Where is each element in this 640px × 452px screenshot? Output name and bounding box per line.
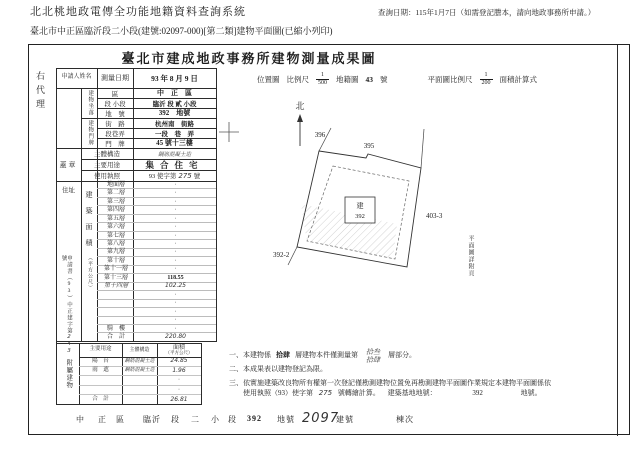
annex-area-title: 面積 — [172, 344, 185, 351]
survey-date-value: 93 年 8 月 9 日 — [151, 73, 198, 83]
annex-total-row — [79, 395, 201, 404]
note1-text: 層部分。 — [388, 351, 416, 359]
floor-value: · — [174, 317, 177, 324]
license-number: 275 — [178, 171, 192, 180]
form-title: 臺北市建成地政事務所建物測量成果圖 — [121, 50, 377, 66]
grid-line — [56, 341, 217, 342]
footer-section: 臨沂 — [143, 415, 161, 424]
binding-margin-line — [617, 45, 618, 436]
floor-value: · — [174, 266, 177, 273]
annex-row-canopy — [79, 367, 201, 377]
license-suffix: 號 — [193, 173, 201, 180]
floor-label: 第二層 — [106, 190, 125, 197]
survey-form — [28, 44, 630, 435]
scale-header — [257, 72, 537, 86]
lot-395-label: 395 — [363, 142, 375, 150]
floor-label: 第四層 — [106, 207, 125, 214]
note3-license-no: 275 — [318, 388, 333, 397]
grid-line — [81, 88, 82, 341]
annex-group-label: 附屬建物 — [65, 358, 73, 389]
area-calc-label: 面積計算式 — [499, 74, 537, 84]
location-scale-fraction — [316, 72, 329, 86]
note1-floors: 拾肆 — [276, 351, 290, 359]
cadastral-map-no: 43 — [365, 74, 373, 84]
floor-row — [97, 223, 216, 231]
floor-row — [97, 206, 216, 214]
annex-structure: 鋼筋混凝土造 — [124, 357, 155, 364]
footer-subsection-1: 二 — [191, 415, 200, 424]
lot-403-3-label: 403-3 — [426, 212, 443, 220]
annex-use: 雨 遮 — [92, 367, 109, 374]
floor-row — [97, 240, 216, 248]
floor-label: 第八層 — [106, 241, 125, 248]
floor-value: · — [174, 198, 177, 205]
lot-396-label: 396 — [314, 131, 326, 139]
annex-structure: 鋼筋混凝土造 — [124, 367, 155, 374]
floor-row — [97, 308, 216, 316]
floor-row — [97, 266, 216, 274]
floor-value: · — [174, 190, 177, 197]
floor-row — [97, 232, 216, 240]
north-label: 北 — [295, 101, 305, 111]
footer-subsection-2: 小 — [211, 415, 220, 424]
crosshair-icon — [219, 122, 239, 142]
location-map-label: 位置圖 — [257, 74, 280, 84]
district-label: 區 — [111, 90, 119, 98]
area-unit-label: （平方公尺） — [87, 255, 92, 291]
note1-text: 層建物本件僅測量第 — [295, 351, 358, 359]
footer-dong-label: 棟次 — [396, 415, 414, 424]
area-column-label — [85, 191, 92, 339]
floor-label: 第十四層 — [103, 282, 128, 290]
annex-area: 24.85 — [170, 357, 188, 365]
floor-label: 地面層 — [106, 181, 125, 188]
footer-section-suffix: 段 — [171, 415, 180, 424]
floor-value: · — [174, 241, 177, 248]
structure-value: 鋼筋混凝土造 — [157, 151, 191, 158]
grid-line — [201, 343, 202, 404]
site-map — [216, 96, 531, 336]
license-prefix: 93 使字第 — [148, 173, 177, 180]
lane-value: 一段 巷 弄 — [155, 130, 194, 138]
arcade-row — [97, 325, 216, 333]
usage-label: 主要用途 — [94, 162, 120, 169]
floor-value: · — [174, 308, 177, 315]
floor-value: · — [174, 232, 177, 239]
note1-text: 一、本建物係 — [229, 351, 271, 359]
floor-row — [97, 249, 216, 257]
seal-label: 蓋章 — [59, 160, 78, 169]
boundary-line — [288, 247, 297, 265]
floor-label: 第十一層 — [103, 266, 128, 273]
survey-date-label: 測量日期 — [101, 74, 129, 82]
section-value: 臨沂 段 貳 小段 — [152, 100, 197, 108]
scale-label: 比例尺 — [286, 74, 309, 84]
note-3-line2 — [229, 389, 617, 399]
door-no-value: 45 號十三樓 — [156, 139, 193, 147]
total-row — [97, 333, 216, 340]
boundary-line — [421, 129, 424, 168]
street-label: 街 路 — [105, 120, 125, 128]
footer-building-no-handwritten: 2097 — [302, 411, 340, 426]
floor-row — [97, 317, 216, 325]
floor-label: 第十三層 — [103, 274, 128, 281]
floor-value: · — [174, 207, 177, 214]
footer-district-3: 區 — [116, 415, 125, 424]
annex-area: · — [178, 377, 180, 384]
area-label: 建築面積 — [85, 191, 93, 255]
note3-base-lot-no: 392 — [472, 388, 483, 397]
floor-label: 第六層 — [106, 224, 125, 231]
structure-label: 主體構造 — [94, 151, 120, 158]
floor-row — [97, 198, 216, 206]
section-label: 段 小段 — [104, 100, 126, 108]
plan-scale-fraction — [480, 72, 493, 86]
north-arrow-icon — [297, 114, 303, 146]
plan-scale-denominator: 200 — [481, 79, 491, 86]
district-value: 中 正 區 — [157, 89, 192, 97]
annex-area: 26.81 — [170, 395, 188, 403]
building-no-label: 392 — [355, 213, 365, 220]
query-date: 查詢日期：115年1月7日（如需登記謄本，請向地政事務所申請。） — [378, 8, 596, 17]
footer-subsection-3: 段 — [228, 415, 237, 424]
cadastral-map-label: 地籍圖 — [336, 74, 359, 84]
license-label: 使用執照 — [94, 173, 120, 180]
application-no: 243 — [66, 334, 72, 355]
notes-block — [229, 348, 617, 399]
doc-subtitle: 臺北市中正區臨沂段二小段(建號:02097-000)[第二類]建物平面圖(已縮小列印) — [30, 26, 333, 36]
annex-area: 1.96 — [172, 366, 186, 374]
floor-value: · — [174, 300, 177, 307]
floor-label: 第五層 — [106, 215, 125, 222]
lane-label: 段巷弄 — [105, 130, 125, 138]
footer-lot-label: 地號 — [277, 415, 295, 424]
plan-reference-note: 平面圖詳附頁 — [467, 235, 473, 277]
note-3-line1: 三、依實施建築改良物所有權第一次登記僅勘測建物位置免再勘測建物平面圖作業規定本建物平面圖係依 — [229, 379, 551, 388]
floor-label: 第三層 — [106, 198, 125, 205]
note-1 — [229, 348, 617, 364]
floor-value: · — [174, 249, 177, 256]
plan-scale-numerator: 1 — [484, 72, 488, 78]
applicant-name-label: 申請人姓名 — [61, 74, 92, 81]
floor-row-14f — [97, 283, 216, 291]
annex-row-balcony — [79, 357, 201, 367]
hand-floor-13: 拾叁 — [366, 348, 380, 356]
floor-value: · — [174, 325, 177, 332]
floor-label: 第七層 — [106, 232, 125, 239]
floor-row — [97, 215, 216, 223]
floor-value: 102.25 — [165, 282, 186, 290]
floor-row — [97, 181, 216, 189]
plan-scale-label: 平面圖比例尺 — [427, 74, 473, 84]
lot-value: 392 地號 — [158, 109, 191, 117]
application-prefix: 申請書（93）中正建字第 — [66, 255, 72, 334]
location-group-label: 建物坐落 — [87, 90, 94, 116]
annex-row — [79, 386, 201, 396]
floor-row — [97, 189, 216, 197]
floor-row — [97, 291, 216, 299]
application-number-label — [60, 255, 71, 355]
floor-row — [97, 300, 216, 308]
floor-value: 118.55 — [167, 274, 184, 281]
grid-line — [56, 404, 202, 405]
application-suffix: 號 — [60, 255, 67, 262]
floor-label: 騎 樓 — [106, 325, 125, 332]
floor-area-table — [97, 181, 216, 341]
address-label: 住址 — [62, 186, 75, 194]
cadastral-map-suffix: 號 — [380, 74, 388, 84]
annex-header — [79, 343, 201, 357]
note1-handwritten-floors — [366, 349, 380, 364]
door-group-label: 建物門牌 — [87, 120, 94, 146]
annex-area-unit: （平方公尺） — [165, 349, 193, 355]
system-title: 北北桃地政電傳全功能地籍資料查詢系統 — [30, 6, 246, 18]
margin-label-agent: 右代理 — [35, 71, 45, 113]
annex-table — [79, 343, 201, 404]
hand-floor-14: 拾肆 — [366, 355, 380, 364]
note3-text: 號轉繪計算。 — [337, 388, 380, 397]
footer-building-no-label: 建號 — [336, 415, 354, 424]
scale-denominator: 500 — [318, 79, 327, 86]
building-char-label: 建 — [356, 202, 364, 210]
grid-line — [56, 68, 57, 404]
annex-row — [79, 376, 201, 386]
usage-value: 集合住宅 — [145, 159, 204, 170]
note3-suffix: 地號。 — [520, 388, 542, 397]
floor-value: · — [174, 215, 177, 222]
floor-value: 220.80 — [165, 333, 186, 341]
annex-use-header: 主要用途 — [89, 346, 112, 353]
annex-use: 陽 台 — [92, 357, 109, 364]
license-value — [133, 170, 216, 181]
door-no-label: 門 牌 — [105, 140, 125, 148]
floor-label: 第十層 — [106, 257, 125, 264]
footer-district-1: 中 — [76, 415, 85, 424]
annex-area: · — [178, 387, 180, 394]
annex-use: 合 計 — [92, 395, 109, 402]
footer-lot-no: 392 — [247, 414, 262, 423]
lot-392-2-label: 392-2 — [273, 251, 290, 259]
lot-label: 地 號 — [105, 110, 125, 118]
annex-structure-header: 主體構造 — [129, 347, 150, 353]
floor-value: · — [174, 291, 177, 298]
floor-value: · — [174, 181, 177, 188]
floor-value: · — [174, 224, 177, 231]
street-value: 杭州南 街路 — [155, 120, 194, 128]
note-2: 二、本成果表以建物登記為限。 — [229, 365, 327, 374]
floor-value: · — [174, 257, 177, 264]
note3-text: 使用執照（93）使字第 — [243, 388, 313, 397]
floor-label: 第九層 — [106, 249, 125, 256]
note3-base-lot-label: 建築基地地號： — [387, 388, 437, 397]
floor-label: 合 計 — [106, 334, 125, 341]
footer-district-2: 正 — [98, 415, 107, 424]
annex-area-header — [157, 343, 201, 357]
scale-numerator: 1 — [321, 72, 324, 78]
floor-row — [97, 257, 216, 265]
